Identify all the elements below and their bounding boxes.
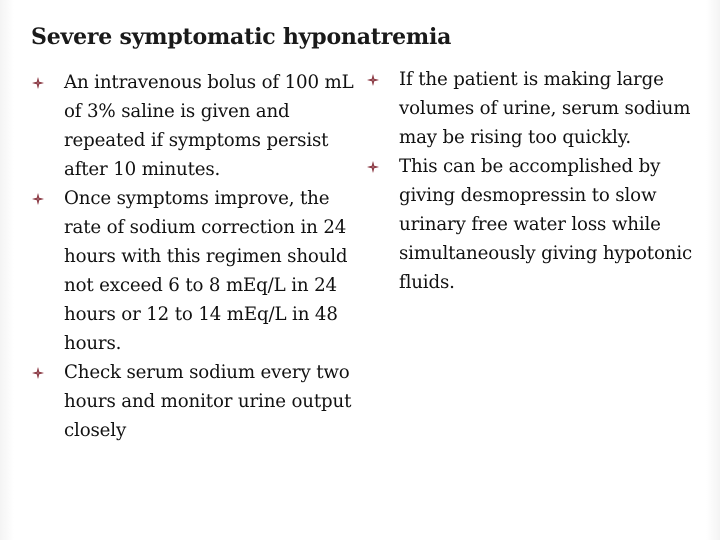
slide-title: Severe symptomatic hyponatremia — [31, 24, 452, 50]
left-bullet-2 — [30, 184, 360, 358]
diamond-bullet-icon — [32, 367, 44, 379]
left-bullet-column — [30, 68, 360, 445]
left-bullet-2-text: Once symptoms improve, the rate of sodium correction in 24 hours with this regimen should not exceed 6 to 8 mEq/L in 24 hours or 12 to 14 mEq/L in 48 hours. — [64, 188, 348, 354]
left-bullet-3 — [30, 358, 360, 445]
diamond-bullet-icon — [367, 74, 379, 86]
left-bullet-1 — [30, 68, 360, 184]
left-bullet-1-text: An intravenous bolus of 100 mL of 3% saline is given and repeated if symptoms persist after 10 minutes. — [64, 72, 354, 180]
right-bullet-2-text: This can be accomplished by giving desmopressin to slow urinary free water loss while simultaneously giving hypotonic fluids. — [399, 156, 693, 293]
right-bullet-1-text: If the patient is making large volumes of urine, serum sodium may be rising too quickly. — [399, 69, 691, 148]
left-bullet-3-text: Check serum sodium every two hours and monitor urine output closely — [64, 362, 352, 441]
right-bullet-2 — [365, 152, 705, 297]
right-bullet-1 — [365, 65, 705, 152]
diamond-bullet-icon — [367, 161, 379, 173]
diamond-bullet-icon — [32, 77, 44, 89]
right-bullet-column — [365, 65, 705, 297]
diamond-bullet-icon — [32, 193, 44, 205]
